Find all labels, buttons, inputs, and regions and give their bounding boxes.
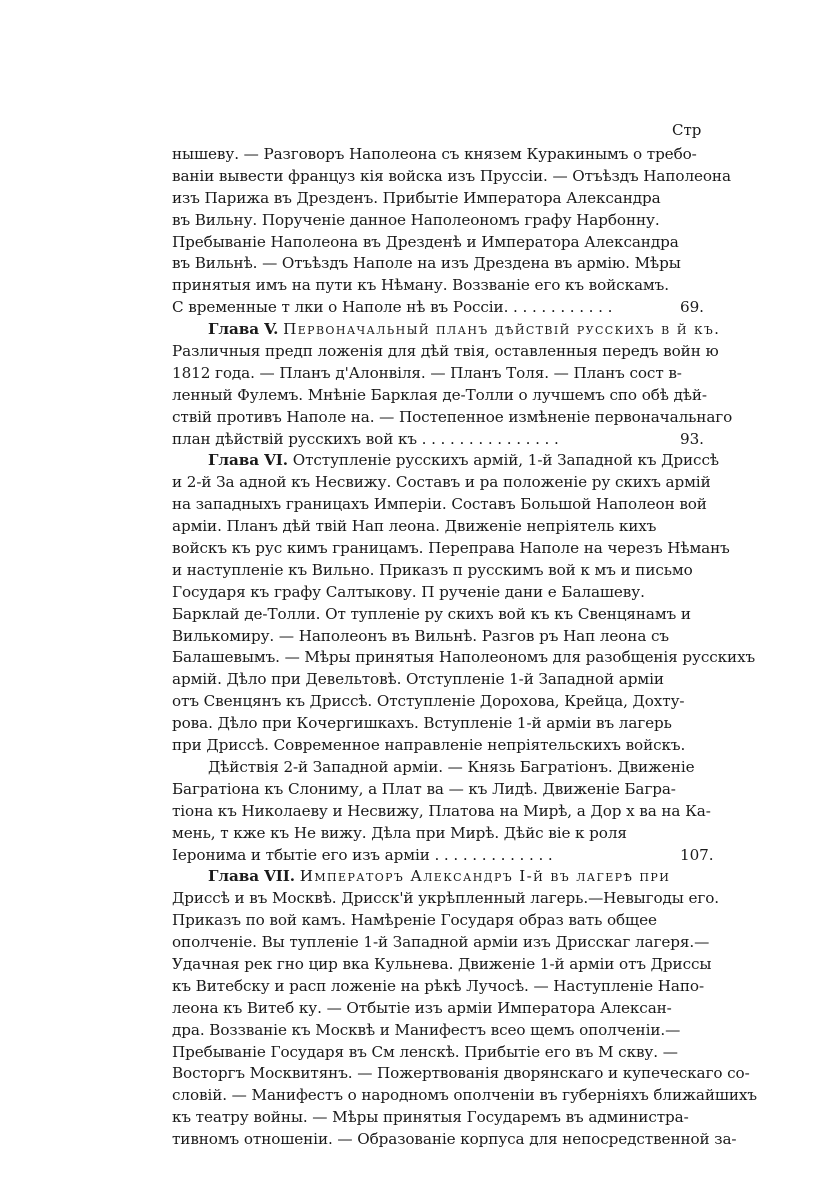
- text-line: Пребываніе Наполеона въ Дрезденѣ и Императора Александра: [172, 232, 679, 251]
- text-line: словій. — Манифестъ о народномъ ополченіи въ губерніяхъ ближайшихъ: [172, 1086, 757, 1105]
- chapter-vi: [172, 450, 756, 866]
- chapter-subtitle: Императоръ Александръ I-й въ лагерѣ при: [299, 867, 671, 886]
- text-line: рова. Дѣло при Кочергишкахъ. Вступленіе 1-й арміи въ лагерь: [172, 714, 672, 733]
- text-line: Различныя предп ложенія для дѣй твія, оставленныя передъ войн ю: [172, 342, 719, 361]
- text-line: тивномъ отношеніи. — Образованіе корпуса для непосредственной за-: [172, 1130, 737, 1149]
- chapter-title: Глава V.: [208, 320, 279, 339]
- chapter-iv-continuation: [172, 144, 731, 319]
- text-line: въ Вильнѣ. — Отъѣздъ Наполе на изъ Дрездена въ армію. Мѣры: [172, 254, 681, 273]
- text-line: арміи. Планъ дѣй твій Нап леона. Движеніе непріятель кихъ: [172, 517, 657, 536]
- text-line: къ театру войны. — Мѣры принятыя Государемъ въ администра-: [172, 1108, 689, 1127]
- text-line: отъ Свенцянъ къ Дриссѣ. Отступленіе Дорохова, Крейца, Дохту-: [172, 692, 685, 711]
- text-line: Государя къ графу Салтыкову. П рученіе дани е Балашеву.: [172, 582, 645, 601]
- text-line-last: [172, 845, 714, 867]
- text-line: армій. Дѣло при Девельтовѣ. Отступленіе 1-й Западной арміи: [172, 670, 664, 689]
- chapter-heading-line: [172, 319, 721, 341]
- text-line: изъ Парижа въ Дрезденъ. Прибытіе Императора Александра: [172, 188, 661, 207]
- text-line: Балашевымъ. — Мѣры принятыя Наполеономъ для разобщенія русскихъ: [172, 648, 756, 667]
- page-number: 93.: [680, 429, 704, 448]
- text-line: Приказъ по вой камъ. Намѣреніе Государя образ вать общее: [172, 911, 657, 930]
- text-line: ствій противъ Наполе на. — Постепенное измѣненіе первоначальнаго: [172, 407, 733, 426]
- line-text: план дѣйствій русскихъ вой къ . . . . . . . . . . . . . . .: [172, 429, 559, 448]
- text-line: Вилькомиру. — Наполеонъ въ Вильнѣ. Разгов ръ Нап леона съ: [172, 626, 669, 645]
- table-of-contents: [172, 144, 757, 1151]
- text-line-last: [172, 297, 704, 319]
- text-line: Барклай де-Толли. От тупленіе ру скихъ вой къ къ Свенцянамъ и: [172, 604, 691, 623]
- chapter-heading-line: [172, 450, 719, 472]
- text-line: при Дриссѣ. Современное направленіе непріятельскихъ войскъ.: [172, 736, 686, 755]
- text-line: Восторгъ Москвитянъ. — Пожертвованія дворянскаго и купеческаго со-: [172, 1064, 750, 1083]
- text-line: Дѣйствія 2-й Западной арміи. — Князь Багратіонъ. Движеніе: [208, 757, 695, 776]
- text-line: войскъ къ рус кимъ границамъ. Переправа Наполе на черезъ Нѣманъ: [172, 539, 730, 558]
- text-line: Дриссѣ и въ Москвѣ. Дрисск'й укрѣпленный лагерь.—Невыгоды его.: [172, 889, 720, 908]
- text-line: и 2-й За адной къ Несвижу. Составъ и ра положеніе ру скихъ армій: [172, 473, 711, 492]
- text-line: въ Вильну. Порученіе данное Наполеономъ графу Нарбонну.: [172, 210, 660, 229]
- chapter-v: [172, 319, 733, 450]
- text-line: 1812 года. — Планъ д'Алонвіля. — Планъ Толя. — Планъ сост в-: [172, 363, 682, 382]
- text-line: леона къ Витеб ку. — Отбытіе изъ арміи Императора Алексан-: [172, 998, 672, 1017]
- page-corner-label: Стр: [672, 121, 702, 139]
- chapter-title: Глава VI.: [208, 451, 288, 470]
- text-line: дра. Воззваніе къ Москвѣ и Манифестъ всео щемъ ополченіи.—: [172, 1020, 681, 1039]
- text-line-last: [172, 429, 704, 451]
- page-number: 107.: [680, 845, 714, 864]
- chapter-vii: [172, 866, 757, 1151]
- text-line: Пребываніе Государя въ См ленскѣ. Прибытіе его въ М скву. —: [172, 1042, 678, 1061]
- chapter-subtitle: Первоначальный планъ дѣйствій русскихъ в й къ.: [283, 320, 721, 339]
- text-line: ленный Фулемъ. Мнѣніе Барклая де-Толли о лучшемъ спо обѣ дѣй-: [172, 385, 707, 404]
- text-line: на западныхъ границахъ Имперіи. Составъ Большой Наполеон вой: [172, 495, 707, 514]
- chapter-title: Глава VII.: [208, 867, 295, 886]
- line-text: Іеронима и тбытіе его изъ арміи . . . . . . . . . . . . .: [172, 845, 553, 864]
- text-line: Удачная рек гно цир вка Кульнева. Движеніе 1-й арміи отъ Дриссы: [172, 954, 712, 973]
- page-number: 69.: [680, 298, 704, 317]
- chapter-heading-line: [172, 866, 672, 888]
- text-line: Багратіона къ Слониму, а Плат ва — къ Лидѣ. Движеніе Багра-: [172, 779, 676, 798]
- line-text: С временные т лки о Наполе нѣ въ Россіи. . . . . . . . . . . .: [172, 298, 613, 317]
- text-line: къ Витебску и расп ложеніе на рѣкѣ Лучосѣ. — Наступленіе Напо-: [172, 976, 704, 995]
- chapter-subtitle: Отступленіе русскихъ армій, 1-й Западной къ Дриссѣ: [292, 451, 719, 470]
- text-line: мень, т кже къ Не вижу. Дѣла при Мирѣ. Дѣйс віе к роля: [172, 823, 627, 842]
- text-line: и наступленіе къ Вильно. Приказъ п русскимъ вой к мъ и письмо: [172, 560, 693, 579]
- text-line: принятыя имъ на пути къ Нѣману. Воззваніе его къ войскамъ.: [172, 276, 669, 295]
- text-line: нышеву. — Разговоръ Наполеона съ князем Куракинымъ о требо-: [172, 145, 697, 163]
- text-line: ополченіе. Вы тупленіе 1-й Западной арміи изъ Дрисскаг лагеря.—: [172, 933, 710, 952]
- text-line: ваніи вывести француз кія войска изъ Пруссіи. — Отъѣздъ Наполеона: [172, 166, 731, 185]
- text-line: тіона къ Николаеву и Несвижу, Платова на Мирѣ, а Дор х ва на Ка-: [172, 801, 711, 820]
